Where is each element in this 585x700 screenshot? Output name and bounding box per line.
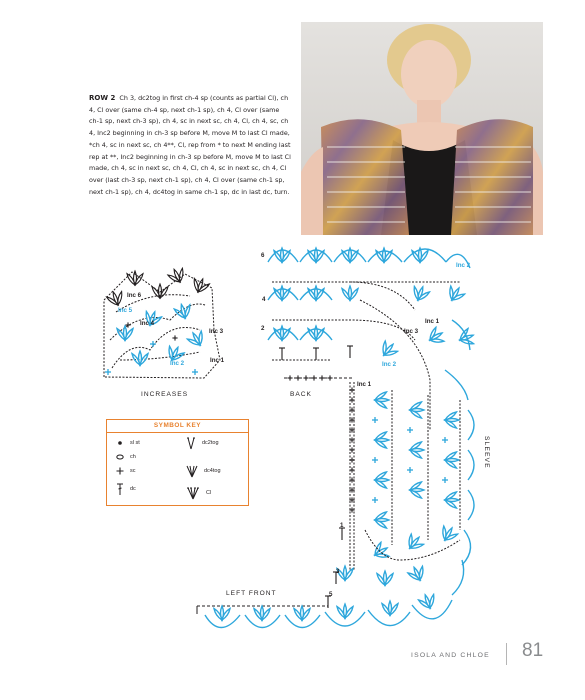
row-number-2: 2 bbox=[261, 325, 265, 332]
left-front-label: LEFT FRONT bbox=[226, 590, 277, 597]
sl-st-dot-icon bbox=[115, 438, 125, 448]
key-dc bbox=[115, 482, 136, 496]
chain-oval-icon bbox=[115, 452, 125, 462]
inc-1-right-label: Inc 1 bbox=[425, 318, 440, 325]
cluster-icon bbox=[185, 486, 201, 500]
key-sl-st-label: sl st bbox=[130, 440, 140, 446]
key-dc2tog-label: dc2tog bbox=[202, 440, 219, 446]
key-dc2tog bbox=[185, 436, 219, 450]
key-dc4tog bbox=[185, 464, 221, 478]
dc4tog-icon bbox=[185, 464, 199, 478]
sleeve-label: SLEEVE bbox=[483, 436, 490, 469]
inc-3-label-main: Inc 3 bbox=[404, 328, 419, 335]
t-bar-icon bbox=[115, 482, 125, 496]
dc2tog-icon bbox=[185, 436, 197, 450]
key-dc-label: dc bbox=[130, 486, 136, 492]
inc-3-label: Inc 3 bbox=[209, 328, 224, 335]
row-number-4: 4 bbox=[262, 296, 266, 303]
increases-caption: INCREASES bbox=[141, 391, 189, 398]
key-ch bbox=[115, 452, 136, 462]
inc-2-top-label: Inc 2 bbox=[456, 262, 471, 269]
row-number-1: 1 bbox=[340, 522, 344, 529]
back-label: BACK bbox=[290, 391, 312, 398]
key-sl-st bbox=[115, 438, 140, 448]
symbol-key-title: SYMBOL KEY bbox=[107, 420, 248, 433]
row-label: ROW 2 bbox=[89, 94, 116, 102]
key-sc bbox=[115, 466, 136, 476]
increases-diagram bbox=[104, 265, 220, 378]
inc-2-label: Inc 2 bbox=[170, 360, 185, 367]
inc-5-label: Inc 5 bbox=[118, 307, 133, 314]
row-number-6: 6 bbox=[261, 252, 265, 259]
key-sc-label: sc bbox=[130, 468, 136, 474]
key-cl-label: Cl bbox=[206, 490, 212, 496]
plus-cross-icon bbox=[115, 466, 125, 476]
row-number-3: 3 bbox=[336, 568, 340, 575]
key-dc4tog-label: dc4tog bbox=[204, 468, 221, 474]
key-cl bbox=[185, 486, 211, 500]
page-number: 81 bbox=[522, 640, 544, 661]
inc-2-mid-label: Inc 2 bbox=[382, 361, 397, 368]
row-number-5: 5 bbox=[329, 591, 333, 598]
key-ch-label: ch bbox=[130, 454, 136, 460]
book-title-footer: ISOLA AND CHLOE bbox=[411, 652, 490, 659]
inc-6-label: Inc 6 bbox=[127, 292, 142, 299]
footer-divider bbox=[506, 643, 507, 665]
inc-1-back-label: Inc 1 bbox=[357, 381, 372, 388]
inc-1-label: Inc 1 bbox=[210, 357, 225, 364]
row-text: Ch 3, dc2tog in first ch-4 sp (counts as partial Cl), ch 4, Cl over (same ch-4 sp, next ch-1 sp), ch 4, Cl over (same ch-1 sp, next ch-3 sp), ch 4, sc in next sc, ch 4, Cl, ch 4, sc, ch 4, Inc2 beginning in ch-3 sp before M, move M to last Cl made, *ch 4, sc in next sc, ch 4**, Cl, rep from * to next M ending last rep at **, Inc2 beginning in ch-3 sp before M, move M to last Cl made, ch 4, sc in next sc, ch 4, Cl, ch 4, sc in next sc, ch 4, Cl over (last ch-3 sp, next ch-1 sp), ch 4, Cl over (same ch-1 sp, next ch-1 sp), ch 4, dc4tog in same ch-1 sp, dc in last dc, turn. bbox=[89, 94, 291, 196]
symbol-key bbox=[106, 419, 249, 506]
inc-4-label: Inc 4 bbox=[140, 320, 155, 327]
